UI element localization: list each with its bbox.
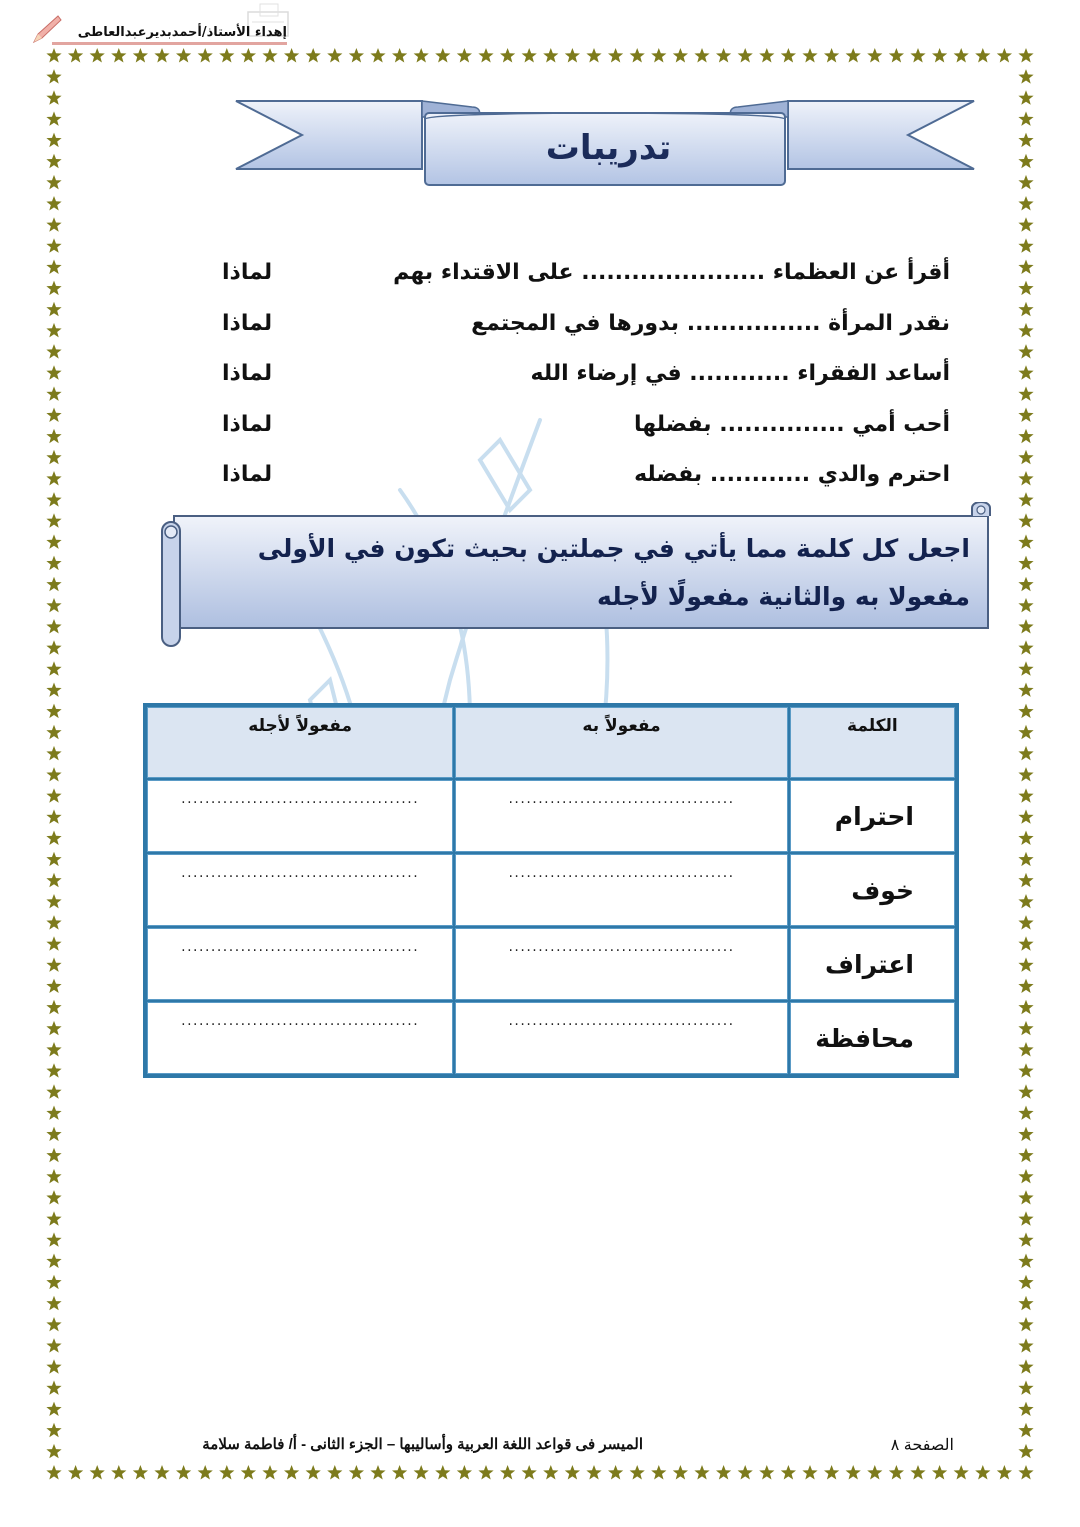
star-icon [1018, 1169, 1033, 1184]
exercise-line [222, 355, 950, 406]
star-icon [46, 408, 61, 423]
star-icon [1018, 873, 1033, 888]
star-icon [306, 1465, 321, 1480]
table-row [147, 1002, 955, 1074]
exercise-sentence: أحب أمي ............... بفضلها [634, 411, 950, 437]
star-icon [46, 767, 61, 781]
table-word: محافظة [790, 1002, 955, 1074]
star-icon [954, 48, 969, 63]
star-icon [1018, 788, 1033, 803]
star-icon [1018, 1338, 1033, 1353]
star-icon [46, 1106, 61, 1120]
star-icon [781, 1465, 796, 1480]
star-icon [46, 1380, 61, 1395]
star-icon [1018, 640, 1033, 655]
star-icon [46, 238, 61, 253]
star-icon [1018, 471, 1033, 486]
star-icon [46, 746, 61, 761]
star-icon [889, 48, 904, 63]
star-icon [68, 48, 83, 63]
star-icon [932, 48, 947, 63]
star-icon [46, 217, 61, 232]
book-title: الميسر فى قواعد اللغة العربية وأساليبها – الجزء الثانى - أ/ فاطمة سلامة [202, 1436, 643, 1453]
star-icon [1018, 450, 1033, 465]
star-icon [46, 90, 61, 105]
exercise-sentence: أقرأ عن العظماء ...................... على الاقتداء بهم [393, 260, 950, 285]
header-object: مفعولاً به [455, 707, 787, 778]
star-icon [435, 48, 450, 63]
header-word: الكلمة [790, 707, 955, 778]
star-icon [46, 133, 61, 148]
star-icon [1018, 1465, 1033, 1480]
star-icon [1018, 831, 1033, 846]
star-icon [1018, 619, 1033, 634]
star-icon [46, 281, 61, 296]
table-word: احترام [790, 780, 955, 852]
star-icon [90, 48, 105, 63]
star-icon [46, 492, 61, 507]
star-icon [46, 1084, 61, 1099]
object-blank[interactable]: ...................................... [455, 1002, 787, 1074]
star-icon [176, 48, 191, 63]
star-icon [46, 936, 61, 950]
star-icon [46, 852, 61, 866]
star-icon [46, 1338, 61, 1353]
exercise-table [143, 703, 959, 1078]
star-icon [1018, 344, 1033, 359]
star-icon [1018, 936, 1033, 950]
star-icon [1018, 217, 1033, 232]
exercise-line [222, 456, 950, 507]
exercise-question: لماذا [222, 310, 273, 336]
star-icon [910, 48, 925, 63]
star-icon [1018, 1190, 1033, 1204]
star-icon [1018, 281, 1033, 296]
star-icon [1018, 238, 1033, 253]
star-icon [1018, 1402, 1033, 1416]
star-icon [608, 48, 623, 63]
star-icon [46, 1148, 61, 1162]
star-icon [111, 1465, 126, 1480]
star-icon [46, 915, 61, 930]
star-icon [1018, 894, 1033, 908]
exercise-question: لماذا [222, 361, 273, 386]
star-icon [46, 1169, 61, 1184]
star-icon [608, 1465, 623, 1480]
star-icon [46, 1190, 61, 1204]
star-icon [1018, 408, 1033, 423]
star-icon [1018, 915, 1033, 930]
star-icon [90, 1465, 105, 1480]
star-icon [46, 344, 61, 359]
table-header-row [147, 707, 955, 778]
star-icon [457, 1465, 472, 1480]
star-icon [414, 1465, 429, 1480]
star-icon [997, 1465, 1012, 1480]
table-row [147, 928, 955, 1000]
star-icon [284, 48, 299, 63]
star-icon [46, 450, 61, 465]
star-icon [824, 1465, 839, 1480]
star-icon [1018, 69, 1033, 84]
star-icon [586, 1465, 601, 1480]
instruction-text [210, 525, 970, 621]
star-icon [1018, 154, 1033, 169]
star-icon [262, 1465, 277, 1480]
exercise-line [222, 254, 950, 305]
star-icon [46, 577, 61, 592]
star-icon [46, 154, 61, 169]
purpose-blank[interactable]: ........................................ [147, 928, 453, 1000]
star-icon [46, 302, 61, 317]
exercise-sentence: أساعد الفقراء ............ في إرضاء الله [530, 361, 950, 386]
star-icon [46, 1127, 61, 1142]
header-dedication: إهداء الأستاذ/أحمدبديرعبدالعاطى [77, 25, 287, 40]
star-icon [1018, 1063, 1033, 1077]
star-icon [694, 1465, 709, 1480]
star-icon [46, 1317, 61, 1331]
purpose-blank[interactable]: ........................................ [147, 854, 453, 926]
star-icon [154, 1465, 169, 1480]
star-icon [46, 640, 61, 655]
star-icon [46, 175, 61, 190]
star-icon [478, 1465, 493, 1480]
star-icon [457, 48, 472, 63]
star-icon [414, 48, 429, 63]
star-icon [46, 260, 61, 275]
star-icon [1018, 1042, 1033, 1057]
star-icon [46, 1063, 61, 1077]
object-blank[interactable]: ...................................... [455, 780, 787, 852]
table-word: اعتراف [790, 928, 955, 1000]
star-icon [46, 894, 61, 908]
star-icon [586, 48, 601, 63]
star-icon [846, 1465, 861, 1480]
exercise-lines [222, 254, 950, 507]
star-icon [716, 48, 731, 63]
star-icon [46, 48, 61, 63]
header-underline [52, 42, 287, 45]
star-icon [997, 48, 1012, 63]
exercise-line [222, 406, 950, 457]
table-word: خوف [790, 854, 955, 926]
star-icon [824, 48, 839, 63]
star-icon [1018, 1106, 1033, 1120]
header-purpose: مفعولاً لأجله [147, 707, 453, 778]
star-icon [46, 471, 61, 486]
star-icon [1018, 746, 1033, 761]
star-icon [327, 1465, 342, 1480]
star-icon [133, 48, 148, 63]
star-icon [1018, 957, 1033, 972]
star-icon [738, 1465, 753, 1480]
star-icon [738, 48, 753, 63]
object-blank[interactable]: ...................................... [455, 928, 787, 1000]
star-icon [46, 1211, 61, 1226]
star-icon [1018, 513, 1033, 528]
exercise-line [222, 305, 950, 356]
star-icon [46, 1402, 61, 1416]
star-icon [932, 1465, 947, 1480]
exercise-question: لماذا [222, 462, 273, 487]
star-icon [46, 725, 61, 739]
star-icon [68, 1465, 83, 1480]
star-icon [500, 1465, 515, 1480]
star-icon [1018, 1021, 1033, 1035]
star-icon [46, 429, 61, 444]
star-icon [241, 1465, 256, 1480]
star-icon [133, 1465, 148, 1480]
star-icon [1018, 767, 1033, 781]
star-icon [543, 48, 558, 63]
star-icon [1018, 492, 1033, 507]
table-row [147, 854, 955, 926]
star-icon [46, 1000, 61, 1015]
star-icon [1018, 1275, 1033, 1289]
star-icon [111, 48, 126, 63]
star-icon [889, 1465, 904, 1480]
star-icon [543, 1465, 558, 1480]
star-icon [1018, 90, 1033, 105]
exercise-question: لماذا [222, 260, 273, 285]
star-icon [327, 48, 342, 63]
star-icon [759, 48, 774, 63]
star-icon [198, 48, 213, 63]
exercise-sentence: نقدر المرأة ................ بدورها في المجتمع [471, 310, 950, 336]
star-icon [1018, 196, 1033, 211]
star-icon [1018, 1359, 1033, 1373]
star-icon [522, 48, 537, 63]
star-icon [262, 48, 277, 63]
star-icon [46, 1423, 61, 1438]
star-icon [1018, 683, 1033, 697]
star-icon [46, 1021, 61, 1035]
star-icon [1018, 365, 1033, 380]
star-icon [954, 1465, 969, 1480]
star-icon [759, 1465, 774, 1480]
star-icon [46, 809, 61, 823]
star-icon [1018, 1000, 1033, 1015]
star-icon [370, 48, 385, 63]
star-icon [392, 48, 407, 63]
star-icon [306, 48, 321, 63]
star-icon [1018, 725, 1033, 739]
star-icon [651, 48, 666, 63]
star-icon [500, 48, 515, 63]
star-icon [46, 1465, 61, 1480]
star-icon [154, 48, 169, 63]
star-icon [1018, 1127, 1033, 1142]
star-icon [46, 513, 61, 528]
star-icon [1018, 175, 1033, 190]
star-icon [867, 1465, 882, 1480]
page-number: الصفحة ٨ [890, 1437, 954, 1454]
page-title: تدريبات [545, 128, 672, 168]
star-icon [478, 48, 493, 63]
star-icon [651, 1465, 666, 1480]
star-icon [46, 683, 61, 697]
star-icon [46, 1275, 61, 1289]
star-icon [1018, 979, 1033, 993]
star-icon [46, 661, 61, 676]
star-icon [370, 1465, 385, 1480]
star-icon [46, 1359, 61, 1373]
star-icon [46, 386, 61, 401]
star-icon [802, 48, 817, 63]
star-icon [781, 48, 796, 63]
star-icon [1018, 661, 1033, 676]
star-icon [46, 704, 61, 719]
exercise-sentence: احترم والدي ............ بفضله [634, 462, 950, 487]
star-icon [1018, 1380, 1033, 1395]
star-icon [1018, 1444, 1033, 1458]
star-icon [46, 323, 61, 338]
star-icon [1018, 534, 1033, 549]
star-icon [46, 1444, 61, 1458]
star-icon [565, 1465, 580, 1480]
star-icon [1018, 556, 1033, 571]
star-icon [1018, 1084, 1033, 1099]
star-icon [46, 534, 61, 549]
star-icon [1018, 1296, 1033, 1311]
star-icon [1018, 133, 1033, 148]
star-icon [46, 979, 61, 993]
star-icon [435, 1465, 450, 1480]
star-icon [46, 556, 61, 571]
star-icon [1018, 852, 1033, 866]
star-icon [46, 1232, 61, 1246]
instruction-line-2: مفعولا به والثانية مفعولًا لأجله [597, 582, 970, 611]
star-icon [46, 957, 61, 972]
star-icon [46, 1296, 61, 1311]
star-icon [1018, 1148, 1033, 1162]
star-icon [673, 1465, 688, 1480]
star-icon [565, 48, 580, 63]
object-blank[interactable]: ...................................... [455, 854, 787, 926]
star-icon [46, 196, 61, 211]
star-icon [284, 1465, 299, 1480]
star-icon [176, 1465, 191, 1480]
star-icon [1018, 1232, 1033, 1246]
star-icon [846, 48, 861, 63]
star-icon [46, 831, 61, 846]
star-icon [349, 1465, 364, 1480]
star-icon [241, 48, 256, 63]
star-icon [1018, 386, 1033, 401]
star-icon [46, 873, 61, 888]
star-icon [219, 1465, 234, 1480]
star-icon [1018, 1254, 1033, 1269]
star-icon [716, 1465, 731, 1480]
star-icon [392, 1465, 407, 1480]
star-icon [1018, 577, 1033, 592]
instruction-line-1: اجعل كل كلمة مما يأتي في جملتين بحيث تكون في الأولى [257, 534, 970, 563]
star-icon [1018, 429, 1033, 444]
star-icon [1018, 111, 1033, 126]
star-icon [802, 1465, 817, 1480]
star-icon [630, 1465, 645, 1480]
star-icon [198, 1465, 213, 1480]
star-icon [694, 48, 709, 63]
star-icon [1018, 302, 1033, 317]
purpose-blank[interactable]: ........................................ [147, 780, 453, 852]
star-icon [630, 48, 645, 63]
star-icon [1018, 809, 1033, 823]
star-icon [1018, 1317, 1033, 1331]
exercise-question: لماذا [222, 411, 273, 437]
star-icon [1018, 48, 1033, 63]
star-icon [46, 69, 61, 84]
star-icon [46, 598, 61, 613]
star-icon [1018, 704, 1033, 719]
star-icon [1018, 598, 1033, 613]
star-icon [522, 1465, 537, 1480]
purpose-blank[interactable]: ........................................ [147, 1002, 453, 1074]
star-icon [1018, 1211, 1033, 1226]
star-icon [46, 365, 61, 380]
star-icon [910, 1465, 925, 1480]
star-icon [975, 48, 990, 63]
star-icon [1018, 323, 1033, 338]
star-icon [867, 48, 882, 63]
star-icon [1018, 260, 1033, 275]
star-icon [673, 48, 688, 63]
star-icon [975, 1465, 990, 1480]
star-icon [46, 1042, 61, 1057]
star-icon [46, 111, 61, 126]
star-icon [219, 48, 234, 63]
star-icon [1018, 1423, 1033, 1438]
star-icon [46, 1254, 61, 1269]
table-row [147, 780, 955, 852]
star-icon [46, 788, 61, 803]
star-icon [46, 619, 61, 634]
star-icon [349, 48, 364, 63]
